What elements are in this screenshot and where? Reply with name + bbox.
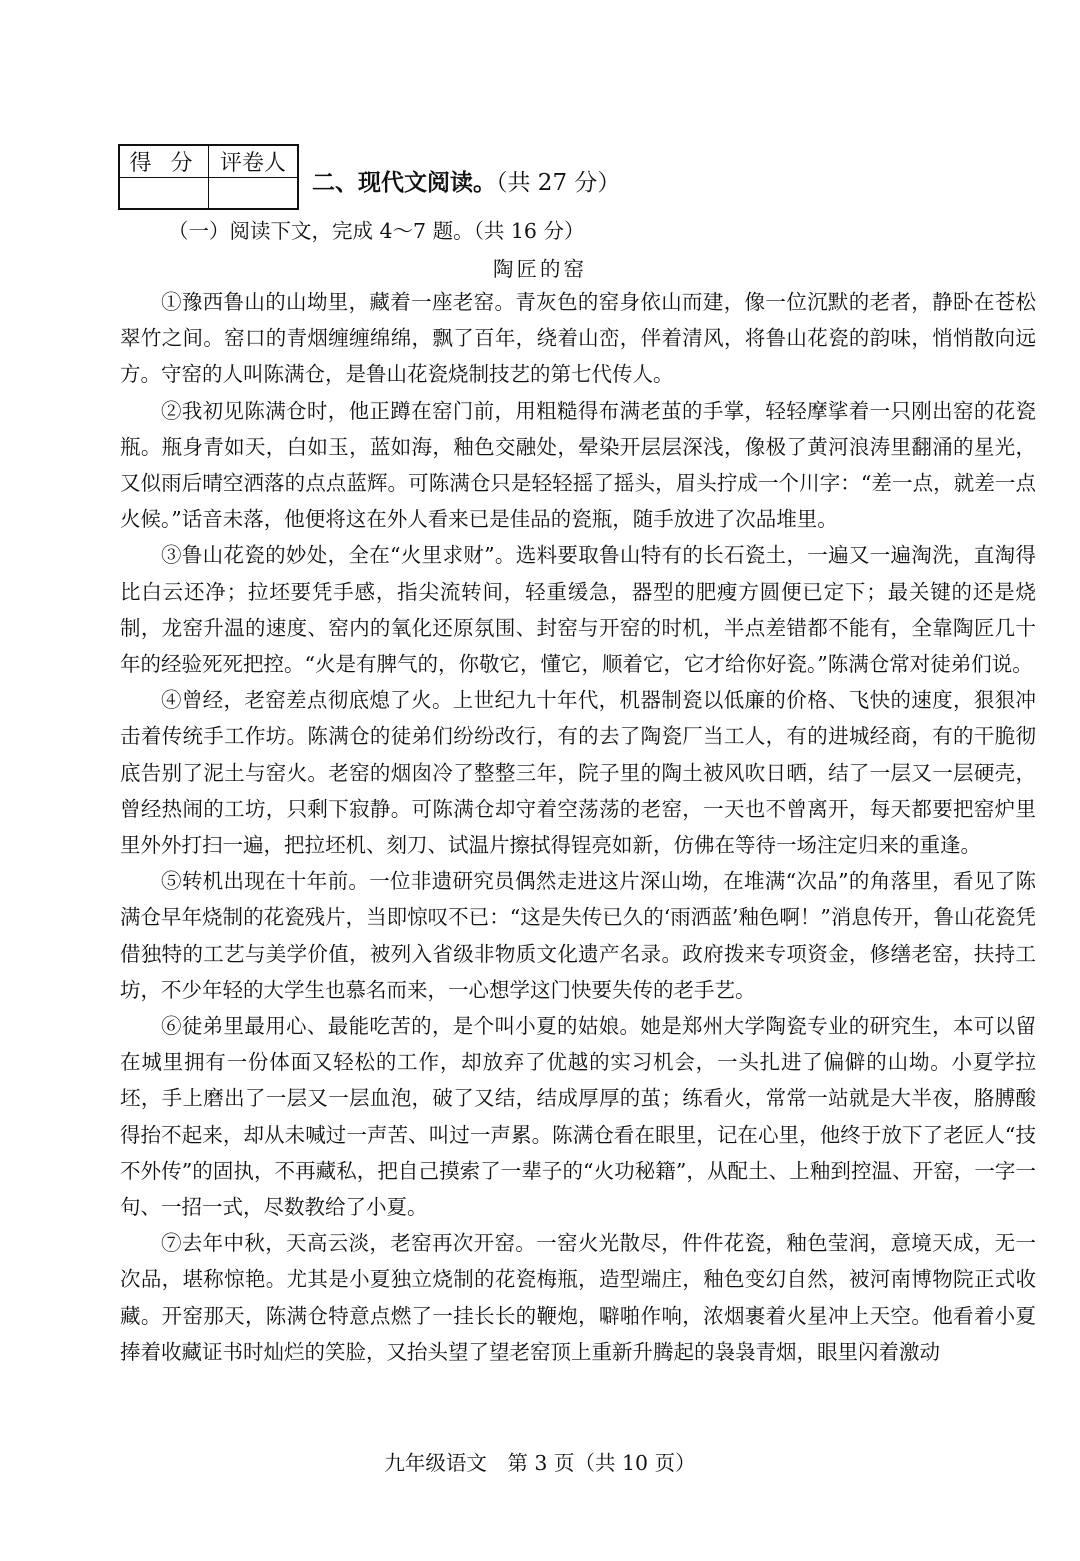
score-box — [118, 144, 299, 210]
paragraph: ⑦去年中秋，天高云淡，老窑再次开窑。一窑火光散尽，件件花瓷，釉色莹润，意境天成，无一次品，堪称惊艳。尤其是小夏独立烧制的花瓷梅瓶，造型端庄，釉色变幻自然，被河南博物院正式收藏。开窑那天，陈满仓特意点燃了一挂长长的鞭炮，噼啪作响，浓烟裹着火星冲上天空。他看着小夏捧着收藏证书时灿烂的笑脸，又抬头望了望老窑顶上重新升腾起的袅袅青烟，眼里闪着激动 — [120, 1231, 1036, 1364]
grader-label: 评卷人 — [209, 145, 299, 178]
section-heading — [312, 164, 620, 197]
section-points: （共 27 分） — [496, 170, 621, 196]
grader-cell — [209, 178, 299, 210]
page-footer: 九年级语文 第 3 页（共 10 页） — [384, 1451, 696, 1475]
paragraph: ④曾经，老窑差点彻底熄了火。上世纪九十年代，机器制瓷以低廉的价格、飞快的速度，狠狠冲击着传统手工作坊。陈满仓的徒弟们纷纷改行，有的去了陶瓷厂当工人，有的进城经商，有的干脆彻底告别了泥土与窑火。老窑的烟囱冷了整整三年，院子里的陶土被风吹日晒，结了一层又一层硬壳，曾经热闹的工坊，只剩下寂静。可陈满仓却守着空荡荡的老窑，一天也不曾离开，每天都要把窑炉里里外外打扫一遍，把拉坯机、刻刀、试温片擦拭得锃亮如新，仿佛在等待一场注定归来的重逢。 — [120, 688, 1036, 858]
sub-section-instruction: （一）阅读下文，完成 4～7 题。（共 16 分） — [168, 219, 585, 243]
section-title: 二、现代文阅读。 — [312, 169, 496, 196]
article-body — [120, 284, 1036, 1370]
paragraph: ⑤转机出现在十年前。一位非遗研究员偶然走进这片深山坳，在堆满“次品”的角落里，看见了陈满仓早年烧制的花瓷残片，当即惊叹不已：“这是失传已久的‘雨洒蓝’釉色啊！”消息传开，鲁山花瓷凭借独特的工艺与美学价值，被列入省级非物质文化遗产名录。政府拨来专项资金，修缮老窑，扶持工坊，不少年轻的大学生也慕名而来，一心想学这门快要失传的老手艺。 — [120, 869, 1036, 1002]
paragraph: ⑥徒弟里最用心、最能吃苦的，是个叫小夏的姑娘。她是郑州大学陶瓷专业的研究生，本可以留在城里拥有一份体面又轻松的工作，却放弃了优越的实习机会，一头扎进了偏僻的山坳。小夏学拉坯，手上磨出了一层又一层血泡，破了又结，结成厚厚的茧；练看火，常常一站就是大半夜，胳膊酸得抬不起来，却从未喊过一声苦、叫过一声累。陈满仓看在眼里，记在心里，他终于放下了老匠人“技不外传”的固执，不再藏私，把自己摸索了一辈子的“火功秘籍”，从配土、上釉到控温、开窑，一字一句、一招一式，尽数教给了小夏。 — [120, 1014, 1036, 1220]
article-title: 陶匠的窑 — [493, 257, 587, 281]
score-label: 得 分 — [119, 145, 209, 178]
paragraph: ①豫西鲁山的山坳里，藏着一座老窑。青灰色的窑身依山而建，像一位沉默的老者，静卧在苍松翠竹之间。窑口的青烟缠缠绵绵，飘了百年，绕着山峦，伴着清风，将鲁山花瓷的韵味，悄悄散向远方。守窑的人叫陈满仓，是鲁山花瓷烧制技艺的第七代传人。 — [120, 290, 1036, 387]
paragraph: ③鲁山花瓷的妙处，全在“火里求财”。选料要取鲁山特有的长石瓷土，一遍又一遍淘洗，直淘得比白云还净；拉坯要凭手感，指尖流转间，轻重缓急，器型的肥瘦方圆便已定下；最关键的还是烧制，龙窑升温的速度、窑内的氧化还原氛围、封窑与开窑的时机，半点差错都不能有，全靠陶匠几十年的经验死死把控。“火是有脾气的，你敬它，懂它，顺着它，它才给你好瓷。”陈满仓常对徒弟们说。 — [120, 543, 1036, 677]
paragraph: ②我初见陈满仓时，他正蹲在窑门前，用粗糙得布满老茧的手掌，轻轻摩挲着一只刚出窑的花瓷瓶。瓶身青如天，白如玉，蓝如海，釉色交融处，晕染开层层深浅，像极了黄河浪涛里翻涌的星光，又似雨后晴空洒落的点点蓝辉。可陈满仓只是轻轻摇了摇头，眉头拧成一个川字：“差一点，就差一点火候。”话音未落，他便将这在外人看来已是佳品的瓷瓶，随手放进了次品堆里。 — [120, 398, 1036, 532]
score-cell — [119, 178, 209, 210]
